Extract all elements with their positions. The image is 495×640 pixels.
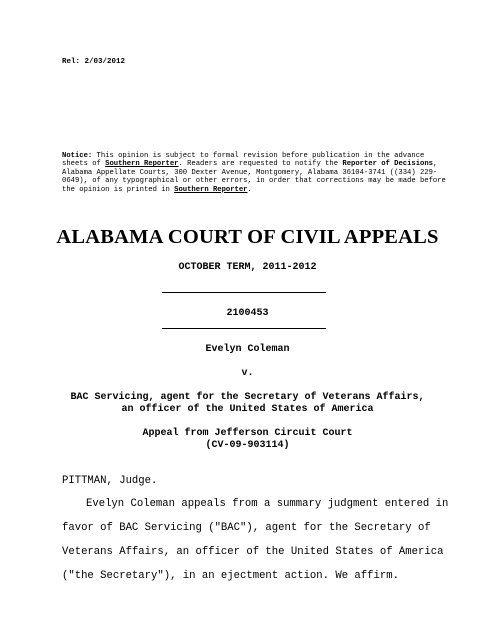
- opinion-line: ("the Secretary"), in an ejectment action. We affirm.: [62, 570, 399, 582]
- southern-reporter-ref: Southern Reporter: [105, 160, 179, 169]
- appeal-line-2: (CV-09-903114): [205, 440, 290, 451]
- appellee-line-1: BAC Servicing, agent for the Secretary of Veterans Affairs,: [70, 392, 425, 403]
- appeal-line-1: Appeal from Jefferson Circuit Court: [142, 428, 353, 439]
- case-number: 2100453: [226, 308, 269, 319]
- notice-text-2: . Readers are requested to notify the: [178, 160, 343, 169]
- term: OCTOBER TERM, 2011-2012: [178, 262, 317, 273]
- opinion-line: favor of BAC Servicing ("BAC"), agent for the Secretary of: [62, 522, 431, 534]
- appellee-line-2: an officer of the United States of America: [121, 404, 374, 415]
- divider-top: [162, 292, 326, 293]
- notice-label: Notice:: [62, 152, 93, 160]
- southern-reporter-ref: Southern Reporter: [174, 185, 248, 194]
- notice-paragraph: [62, 152, 448, 194]
- court-name: ALABAMA COURT OF CIVIL APPEALS: [56, 226, 439, 248]
- notice-text-3: , Alabama Appellate Courts, 300 Dexter Avenue, Montgomery, Alabama 36104-3741 ((334) 229-0649), of any typographical or other errors, in order that corrections may be made before the opinion is printed in: [62, 160, 446, 194]
- appellant: Evelyn Coleman: [205, 344, 290, 355]
- judge-line: PITTMAN, Judge.: [62, 475, 158, 487]
- divider-bottom: [162, 328, 326, 329]
- notice-text-1: This opinion is subject to formal revision before publication in the advance sheets of: [62, 152, 425, 169]
- versus: v.: [241, 368, 254, 379]
- opinion-line: Evelyn Coleman appeals from a summary judgment entered in: [86, 498, 449, 510]
- notice-text-4: .: [247, 185, 252, 194]
- opinion-line: Veterans Affairs, an officer of the United States of America: [62, 546, 444, 558]
- release-date: Rel: 2/03/2012: [62, 58, 126, 66]
- reporter-of-decisions: Reporter of Decisions: [342, 160, 433, 169]
